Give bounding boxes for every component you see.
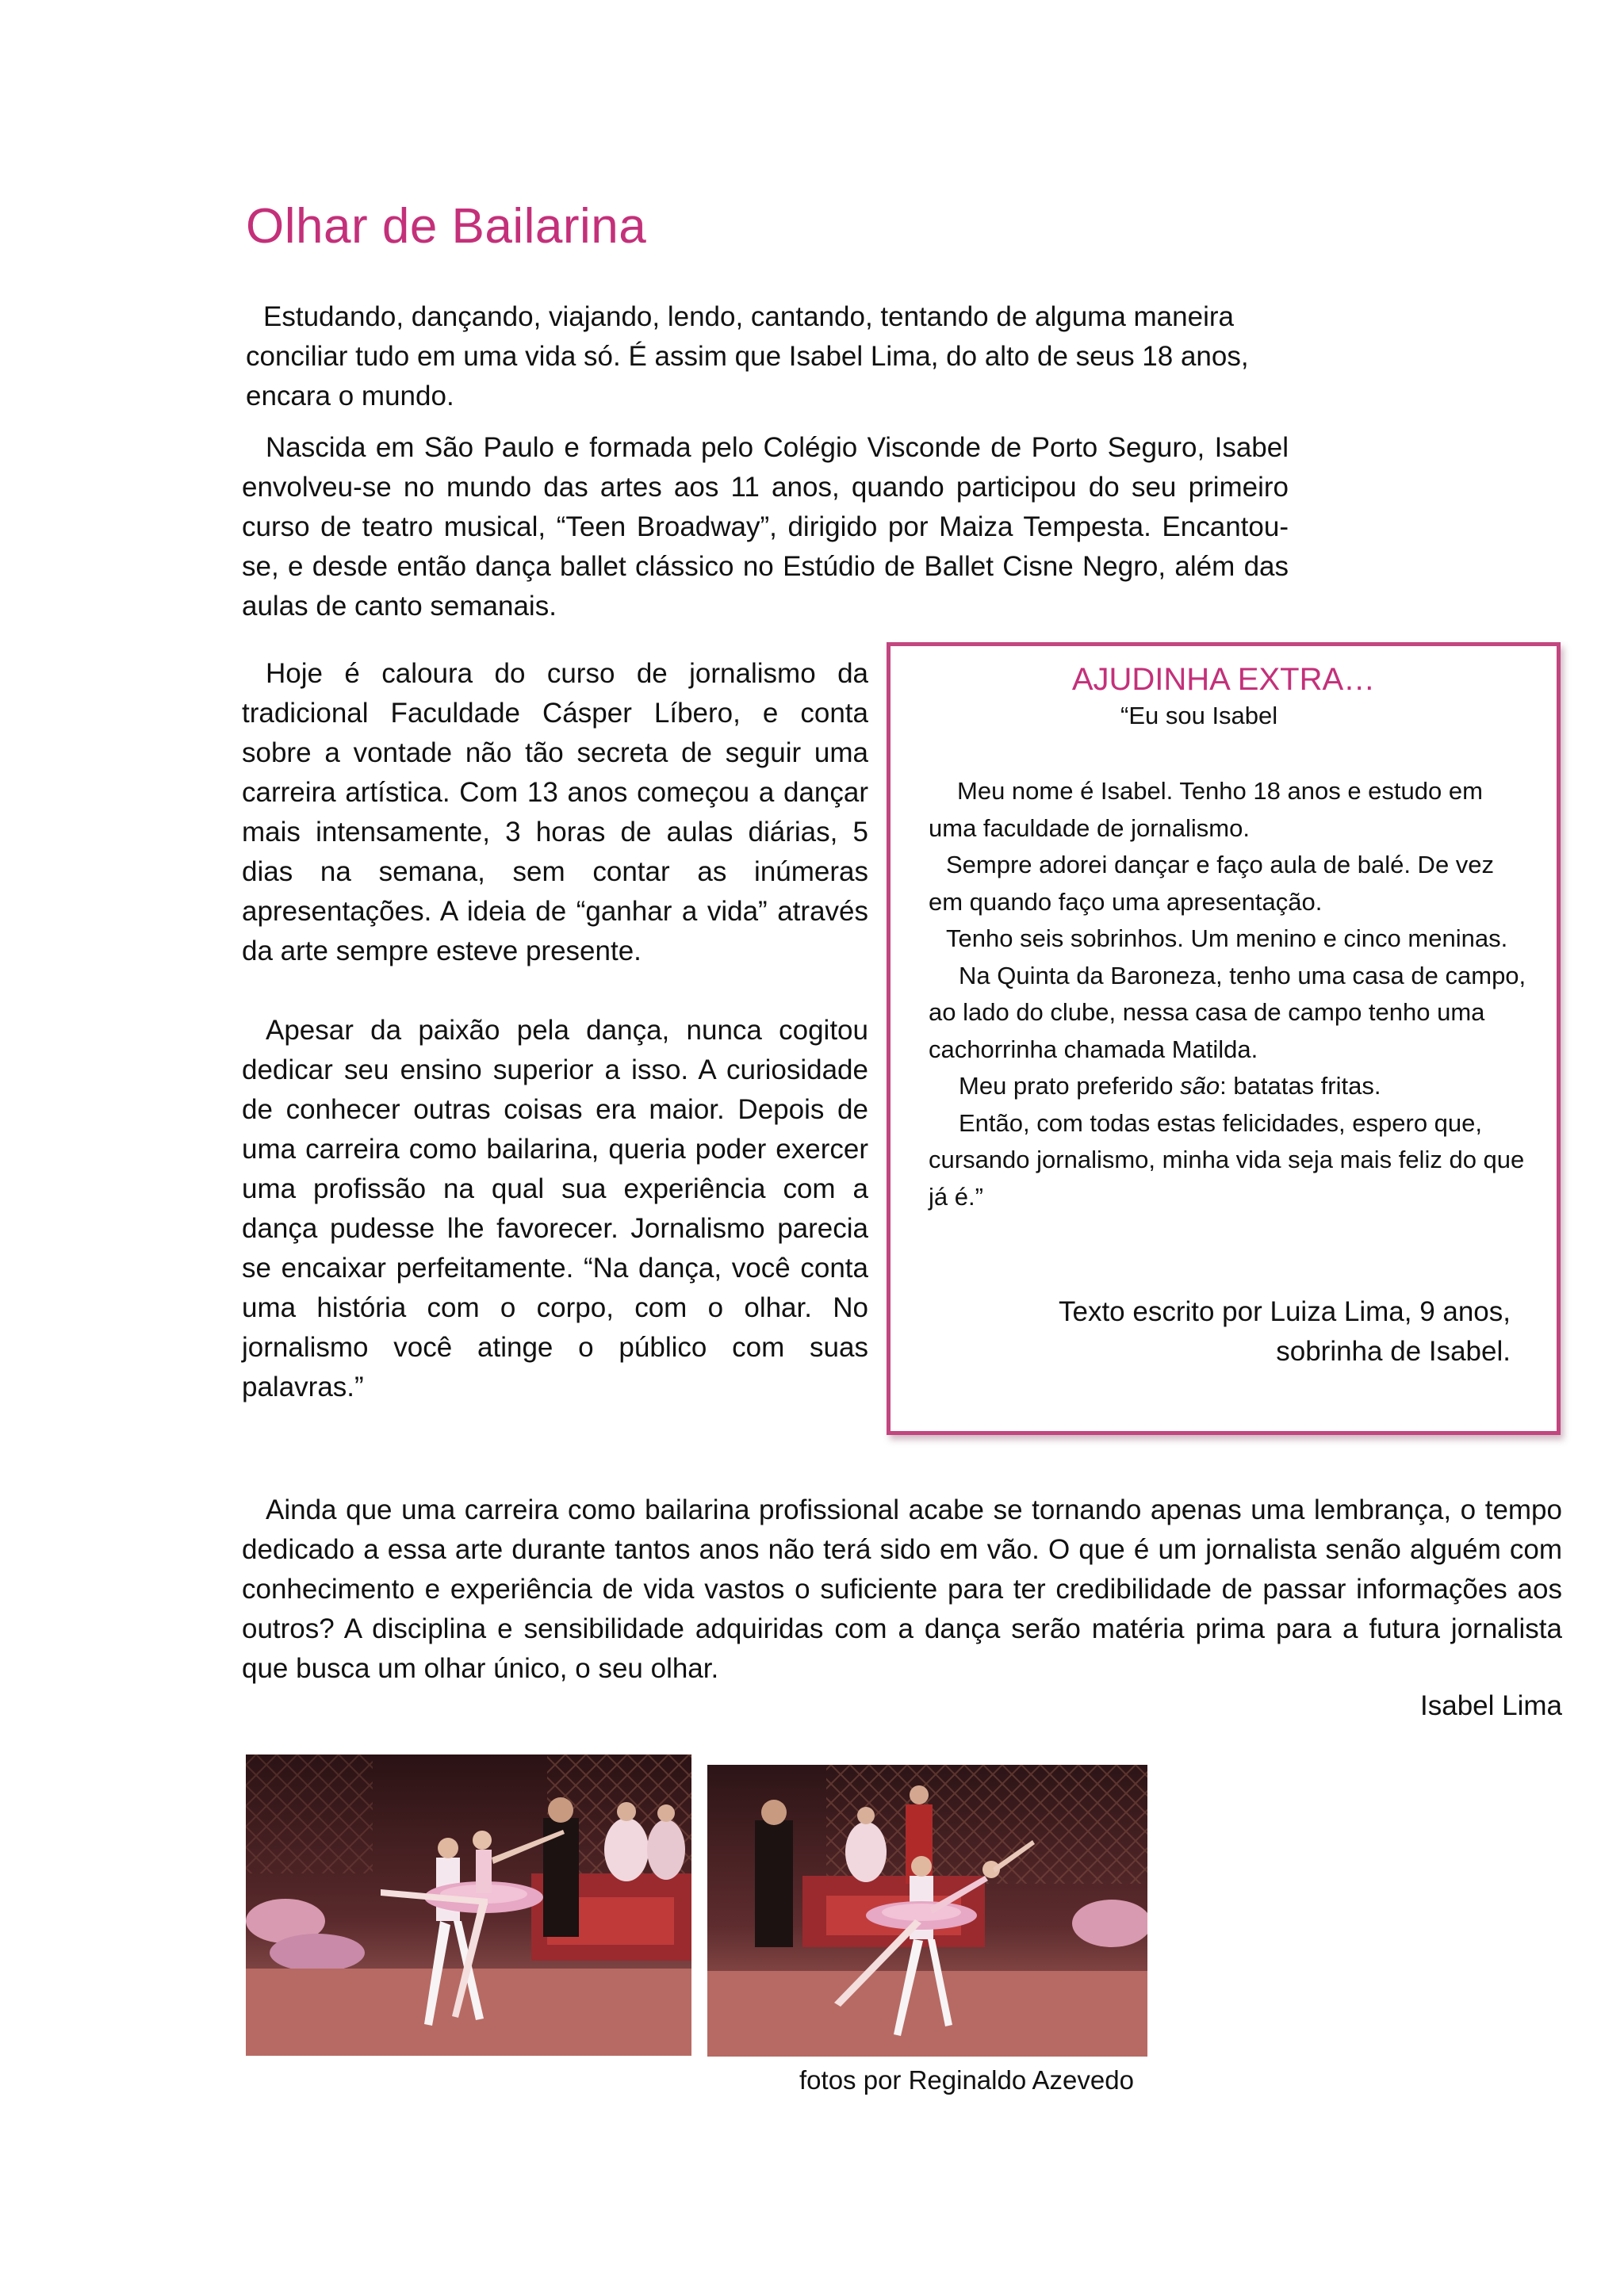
sidebar-line: Tenho seis sobrinhos. Um menino e cinco meninas. [946, 924, 1508, 952]
ballet-photo-1-image [246, 1755, 691, 2056]
sidebar-credit-line-2: sobrinha de Isabel. [1276, 1336, 1511, 1367]
sidebar-line: Sempre adorei dançar e faço aula de balé. De vez em quando faço uma apresentação. [929, 851, 1495, 916]
sidebar-credit [1059, 1292, 1511, 1372]
sidebar-line: Então, com todas estas felicidades, espero que, cursando jornalismo, minha vida seja mais feliz do que já é.” [929, 1108, 1525, 1211]
ballet-photo-2-image [707, 1765, 1147, 2057]
sidebar-line: Meu nome é Isabel. Tenho 18 anos e estudo em uma faculdade de jornalismo. [929, 777, 1483, 842]
sidebar-box [887, 642, 1561, 1435]
paragraph-conclusion: Ainda que uma carreira como bailarina profissional acabe se tornando apenas uma lembrança, o tempo dedicado a essa arte durante tantos anos não terá sido em vão. O que é um jornalista senão alguém com conhecimento e experiência de vida vastos o suficiente para ter credibilidade de passar informações aos outros? A disciplina e sensibilidade adquiridas com a dança serão matéria prima para a futura jornalista que busca um olhar único, o seu olhar. [242, 1494, 1562, 1684]
sidebar-line-food [929, 1068, 1531, 1105]
ballet-photo-1 [246, 1755, 691, 2056]
paragraph-today: Hoje é caloura do curso de jornalismo da tradicional Faculdade Cásper Líbero, e conta sobre a vontade não tão secreta de seguir uma carreira artística. Com 13 anos começou a dançar mais intensamente, 3 horas de aulas diárias, 5 dias na semana, sem contar as inúmeras apresentações. A ideia de “ganhar a vida” através da arte sempre esteve presente. [242, 658, 868, 966]
sidebar-line-food-after: : batatas fritas. [1220, 1072, 1381, 1100]
sidebar-credit-line-1: Texto escrito por Luiza Lima, 9 anos, [1058, 1296, 1511, 1327]
sidebar-line: Na Quinta da Baroneza, tenho uma casa de campo, ao lado do clube, nessa casa de campo tenho uma cachorrinha chamada Matilda. [929, 961, 1526, 1063]
sidebar-title: AJUDINHA EXTRA… [1071, 662, 1376, 697]
article-signature: Isabel Lima [1420, 1690, 1562, 1721]
paragraph-despite: Apesar da paixão pela dança, nunca cogitou dedicar seu ensino superior a isso. A curiosidade de conhecer outras coisas era maior. Depois de uma carreira como bailarina, queria poder exercer uma profissão na qual sua experiência com a dança pudesse lhe favorecer. Jornalismo parecia se encaixar perfeitamente. “Na dança, você conta uma história com o corpo, com o olhar. No jornalismo você atinge o público com suas palavras.” [242, 1015, 868, 1402]
sidebar-line-food-before: Meu prato preferido [959, 1072, 1181, 1100]
photo-caption: fotos por Reginaldo Azevedo [799, 2065, 1134, 2095]
sidebar-body [929, 773, 1531, 1215]
sidebar-line-food-emphasis: são [1180, 1072, 1220, 1100]
paragraph-birth: Nascida em São Paulo e formada pelo Colégio Visconde de Porto Seguro, Isabel envolveu-se no mundo das artes aos 11 anos, quando participou do seu primeiro curso de teatro musical, “Teen Broadway”, dirigido por Maiza Tempesta. Encantou-se, e desde então dança ballet clássico no Estúdio de Ballet Cisne Negro, além das aulas de canto semanais. [242, 432, 1289, 622]
paragraph-intro: Estudando, dançando, viajando, lendo, cantando, tentando de alguma maneira conciliar tudo em uma vida só. É assim que Isabel Lima, do alto de seus 18 anos, encara o mundo. [246, 301, 1249, 411]
ballet-photo-2 [707, 1765, 1147, 2057]
sidebar-subtitle: “Eu sou Isabel [1120, 702, 1278, 729]
article-title: Olhar de Bailarina [246, 199, 647, 254]
